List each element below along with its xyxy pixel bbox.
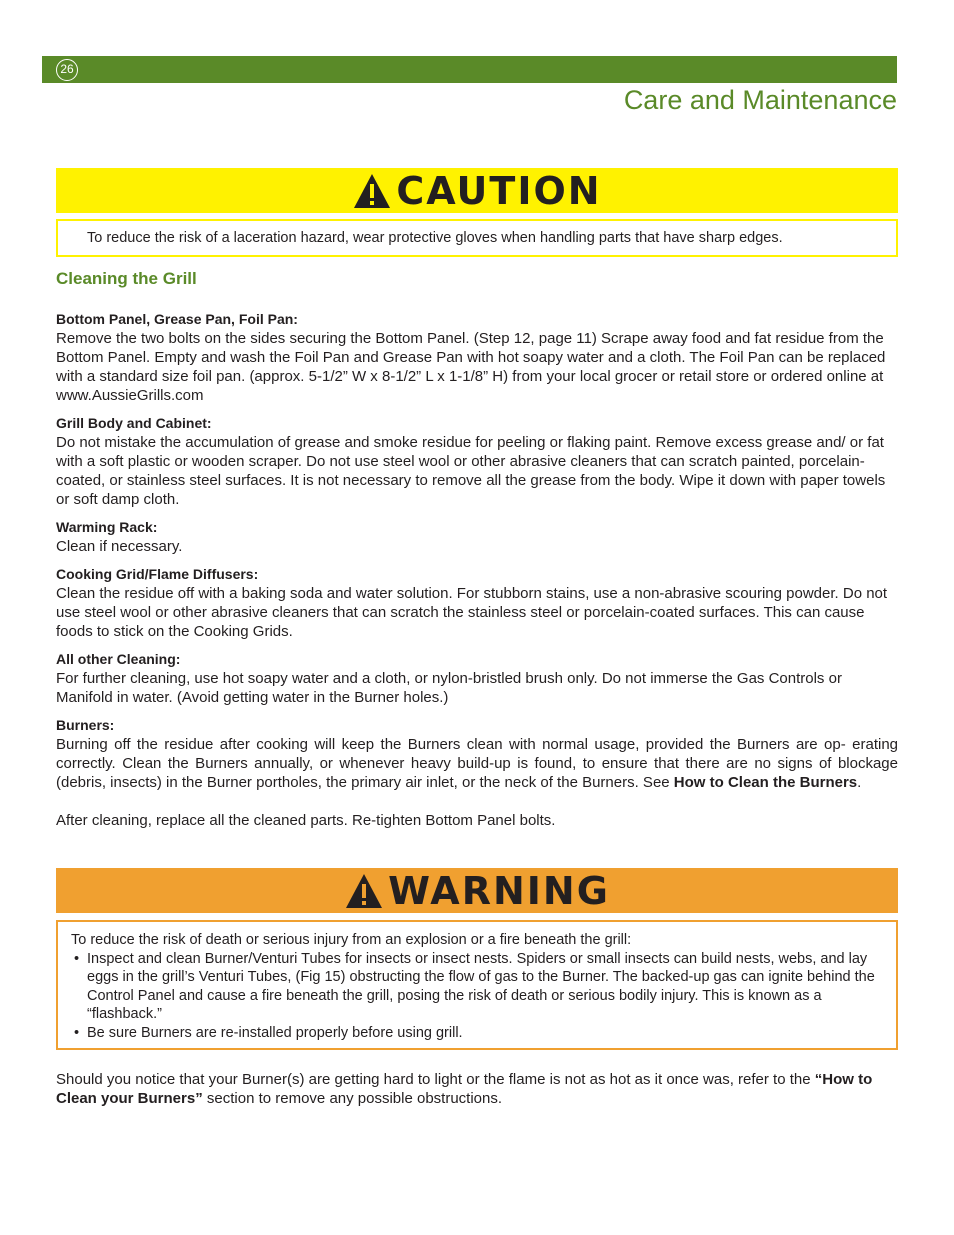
section-label: Grill Body and Cabinet: [56,415,212,431]
section-label: Cooking Grid/Flame Diffusers: [56,566,259,582]
other-cleaning-section [56,650,898,707]
section-text: Do not mistake the accumulation of grease and smoke residue for peeling or flaking paint. Remove excess grease and/ or fat with a soft plastic or wooden scraper. Do not use steel wool or other abrasive cleaners that can scratch painted, porcelain-coated, or stainless steel surfaces. It is not necessary to remove all the grease from the body. Wipe it down with paper towels or soft damp cloth. [56,434,886,508]
section-label: Bottom Panel, Grease Pan, Foil Pan: [56,311,298,327]
section-label: All other Cleaning: [56,651,181,667]
after-cleaning-note: After cleaning, replace all the cleaned parts. Re-tighten Bottom Panel bolts. [56,812,556,829]
section-label: Warming Rack: [56,519,158,535]
closing-paragraph [56,1070,898,1108]
caution-banner [56,168,898,213]
section-text: Clean the residue off with a baking soda and water solution. For stubborn stains, use a non-abrasive scouring powder. Do not use steel wool or other abrasive cleaners that can scratch the stainless steel or porcelain-coated surfaces. This can cause foods to stick on the Cooking Grids. [56,585,888,640]
section-text: Remove the two bolts on the sides securing the Bottom Panel. (Step 12, page 11) Scrape away food and fat residue from the Bottom Panel. Empty and wash the Foil Pan and Grease Pan with hot soapy water and a cloth. The Foil Pan can be replaced with a standard size foil pan. (approx. 5-1/2” W x 8-1/2” L x 1-1/8” H) from your local grocer or retail store or ordered online at www.AussieGrills.com [56,330,886,404]
burners-reference: How to Clean the Burners [673,774,858,791]
caution-title: CAUTION [396,168,602,213]
warning-banner [56,868,898,913]
warning-bullet: • Inspect and clean Burner/Venturi Tubes for insects or insect nests. Spiders or small insects can build nests, webs, and lay eggs in the grill’s Venturi Tubes, (Fig 15) obstructing the flow of gas to the Burner. The backed-up gas can ignite behind the Control Panel and cause a fire beneath the grill, posing the risk of death or serious bodily injury. This is known as a “flashback.” [71,950,876,1024]
burners-reference-end: . [857,774,862,791]
warning-list [71,950,876,1043]
outro-reference: “How to Clean your Burners” [56,1071,873,1107]
cleaning-heading: Cleaning the Grill [56,269,197,288]
warning-intro: To reduce the risk of death or serious injury from an explosion or a fire beneath the grill: [71,932,632,948]
section-title: Care and Maintenance [623,85,897,115]
section-text: For further cleaning, use hot soapy water and a cloth, or nylon-bristled brush only. Do not immerse the Gas Controls or Manifold in water. (Avoid getting water in the Burner holes.) [56,670,842,706]
grill-body-section [56,414,898,509]
warning-message [56,920,898,1050]
warming-rack-section [56,518,898,556]
page-number-badge: 26 [56,59,78,81]
burners-section [56,716,898,792]
section-text: Burning off the residue after cooking will keep the Burners clean with normal usage, provided the Burners are op- erating correctly. Clean the Burners annually, or whenever heavy build-up is found, to ensure that there are no signs of blockage (debris, insects) in the Burner portholes, the primary air inlet, or the neck of the Burners. See [56,736,898,791]
section-text: Clean if necessary. [56,538,183,555]
warning-triangle-icon [344,872,384,910]
warning-bullet: • Be sure Burners are re-installed properly before using grill. [71,1024,876,1043]
warning-triangle-icon [352,172,392,210]
bottom-panel-section [56,310,898,405]
cleaning-content [56,310,898,839]
section-label: Burners: [56,717,115,733]
header-bar [42,56,897,83]
caution-message: To reduce the risk of a laceration hazard, wear protective gloves when handling parts that have sharp edges. [56,219,898,257]
outro-text-end: section to remove any possible obstructions. [202,1090,503,1107]
warning-title: WARNING [388,868,610,913]
outro-text: Should you notice that your Burner(s) are getting hard to light or the flame is not as hot as it once was, refer to the [56,1071,815,1088]
cooking-grid-section [56,565,898,641]
